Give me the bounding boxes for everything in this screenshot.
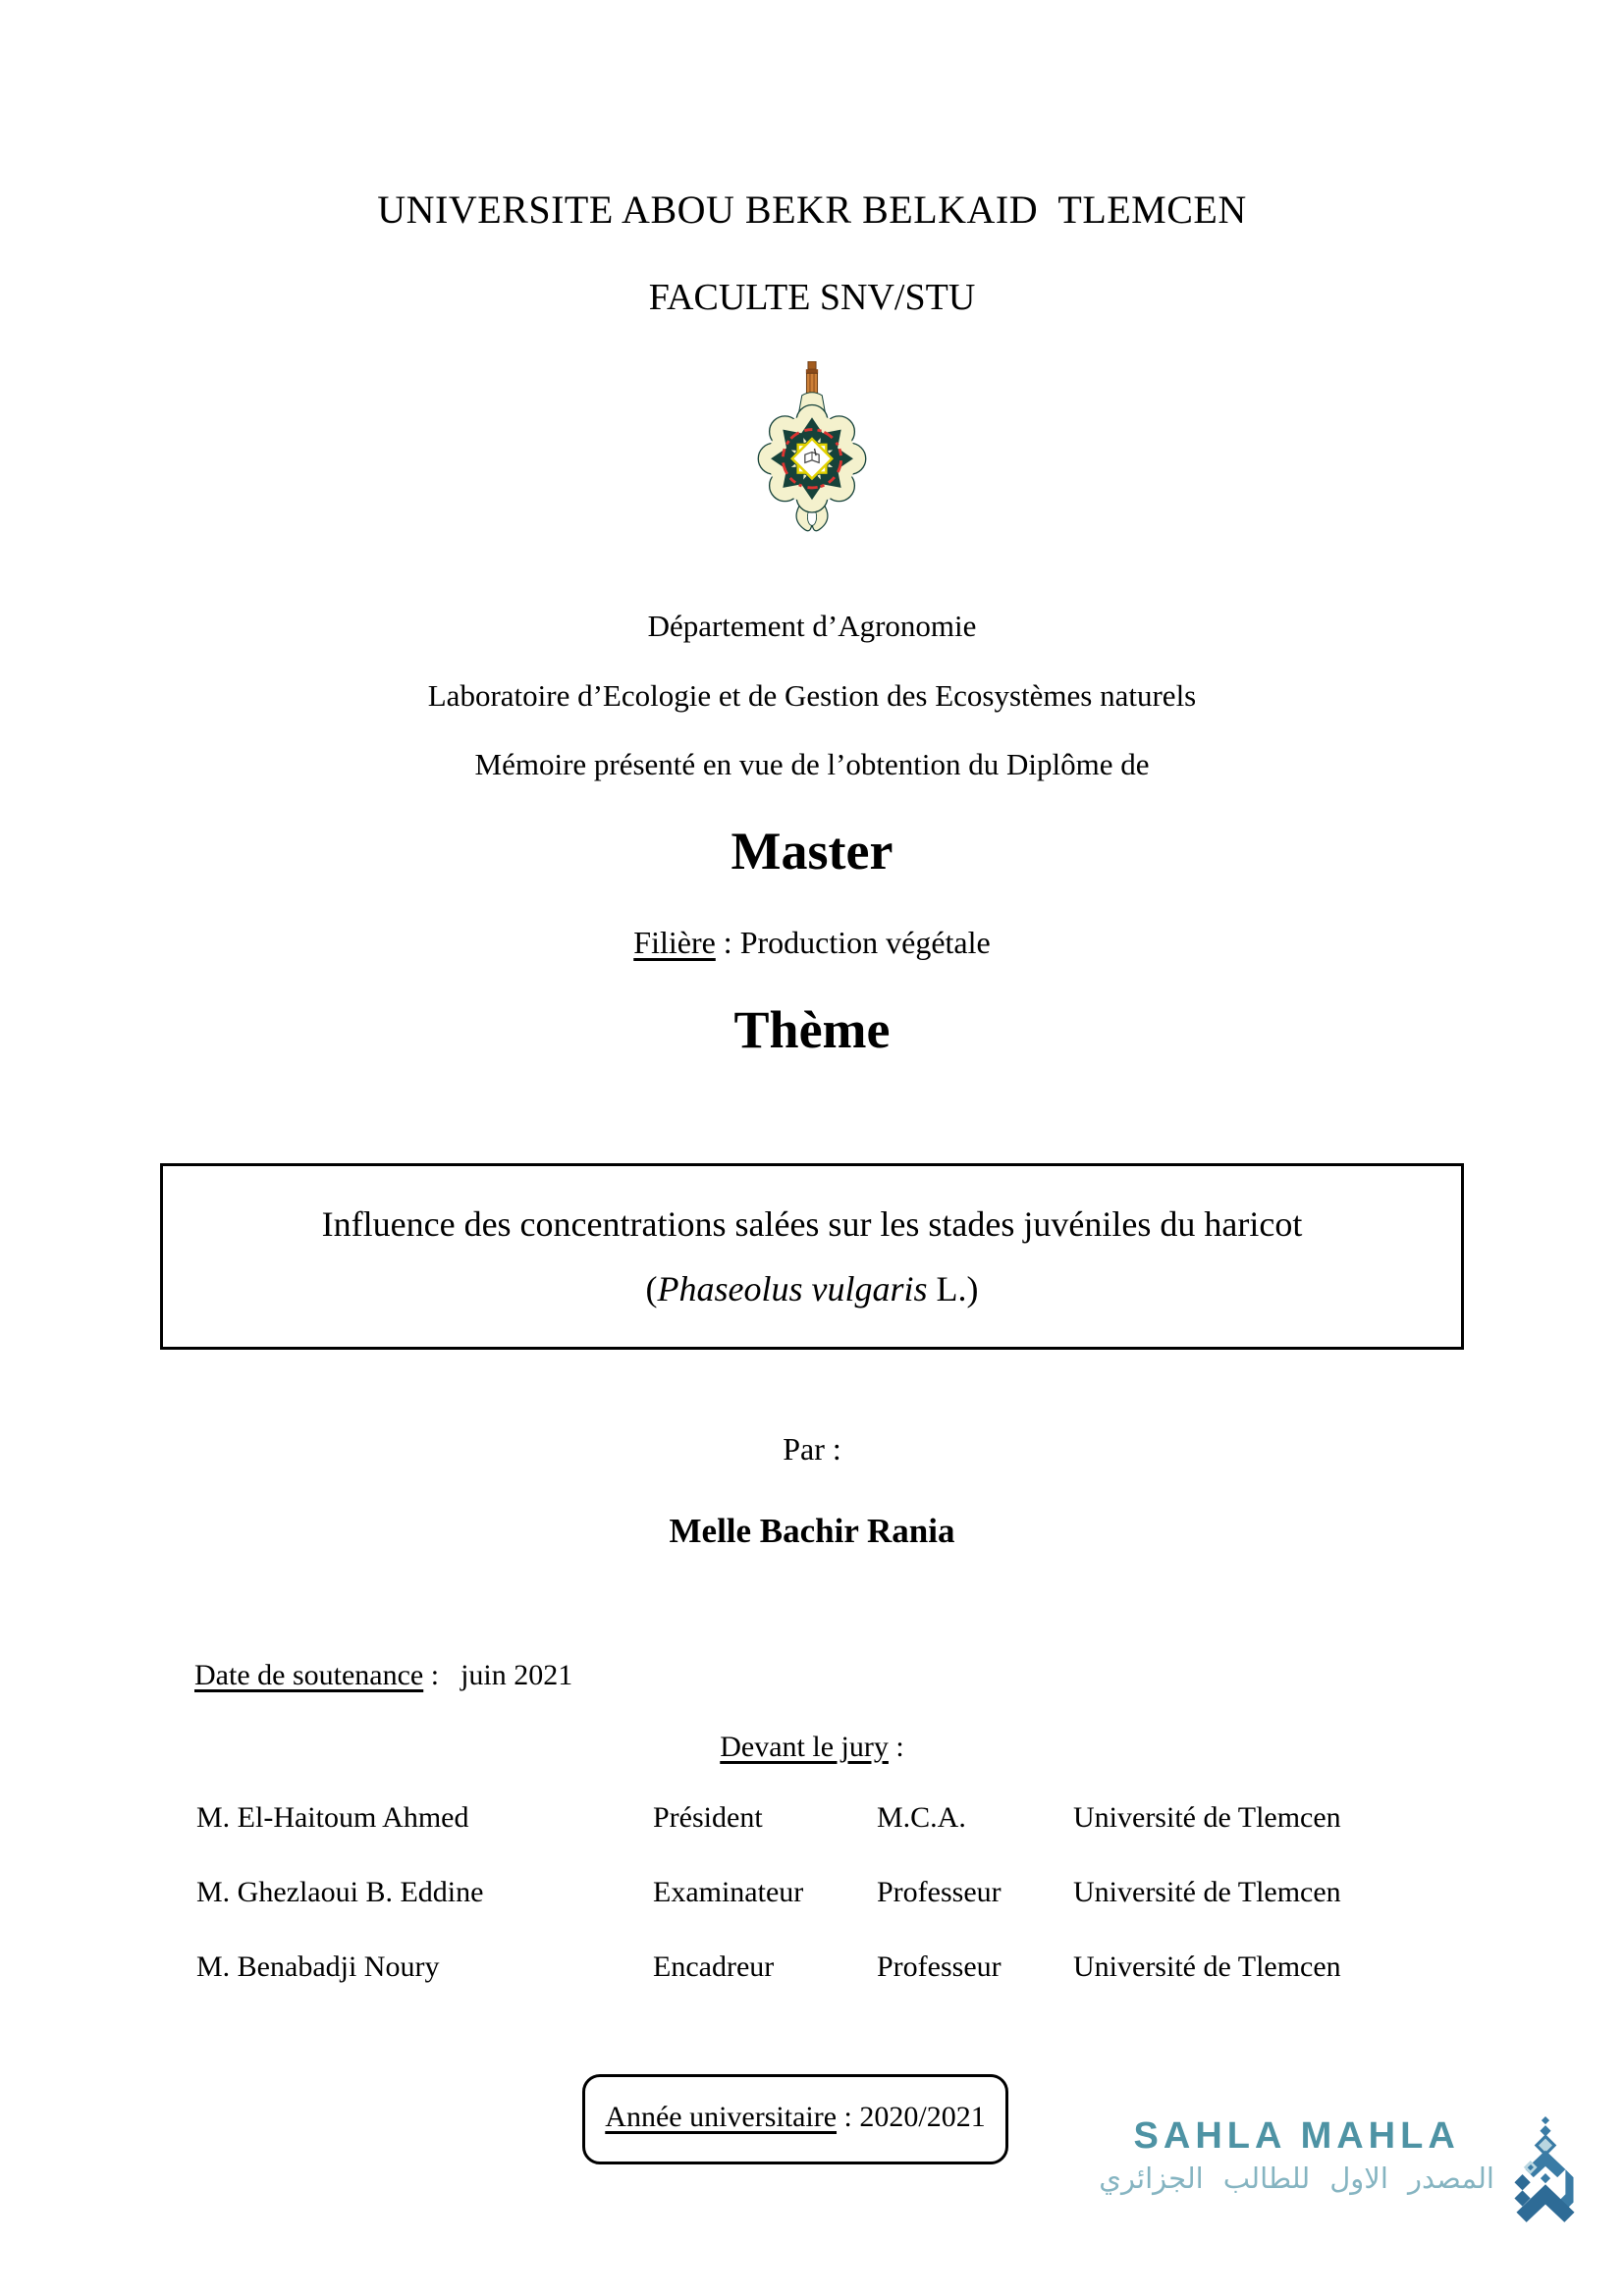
sahla-mahla-logo [1099, 2116, 1585, 2226]
thesis-title-line2 [178, 1256, 1446, 1321]
jury-member-name: M. El-Haitoum Ahmed [196, 1801, 469, 1834]
species-paren-close: L.) [927, 1269, 979, 1308]
sahla-mahla-text [1099, 2116, 1494, 2196]
jury-member-institution: Université de Tlemcen [1073, 1876, 1341, 1908]
defense-date-sep: : [423, 1659, 440, 1691]
university-name: UNIVERSITE ABOU BEKR BELKAID TLEMCEN [377, 187, 1247, 232]
faculty-name: FACULTE SNV/STU [648, 277, 976, 318]
jury-member-institution: Université de Tlemcen [1073, 1950, 1341, 1983]
theme-heading: Thème [733, 1000, 891, 1059]
jury-row [196, 1801, 1506, 1835]
par-label: Par : [783, 1431, 841, 1467]
jury-heading [0, 1731, 1624, 1764]
jury-member-grade: Professeur [877, 1876, 1001, 1908]
jury-member-institution: Université de Tlemcen [1073, 1801, 1341, 1834]
academic-year-label: Année universitaire [605, 2101, 838, 2133]
filiere-line [0, 925, 1624, 961]
sahla-mahla-mark-icon [1506, 2116, 1585, 2226]
memoire-line: Mémoire présenté en vue de l’obtention du Diplôme de [474, 747, 1150, 781]
academic-year-value: : 2020/2021 [837, 2101, 986, 2133]
jury-heading-label: Devant le jury [720, 1731, 889, 1763]
brand-name: SAHLA MAHLA [1133, 2115, 1460, 2157]
academic-year-box [582, 2074, 1008, 2164]
species-name: Phaseolus vulgaris [657, 1269, 928, 1308]
jury-table [196, 1801, 1506, 2025]
thesis-title-line1: Influence des concentrations salées sur les stades juvéniles du haricot [321, 1204, 1303, 1244]
jury-member-role: Encadreur [653, 1950, 775, 1983]
jury-member-name: M. Ghezlaoui B. Eddine [196, 1876, 484, 1908]
filiere-label: Filière [633, 925, 716, 960]
jury-member-role: Président [653, 1801, 763, 1834]
species-paren-open: ( [645, 1269, 658, 1308]
jury-member-name: M. Benabadji Noury [196, 1950, 440, 1983]
filiere-value: : Production végétale [715, 925, 991, 960]
jury-member-role: Examinateur [653, 1876, 804, 1908]
degree-title: Master [731, 822, 893, 881]
university-emblem-icon [751, 361, 873, 539]
jury-row [196, 1876, 1506, 1909]
defense-date-line [194, 1659, 572, 1692]
jury-member-grade: M.C.A. [877, 1801, 966, 1834]
author-name: Melle Bachir Rania [669, 1512, 955, 1550]
jury-heading-sep: : [888, 1731, 904, 1763]
jury-row [196, 1950, 1506, 1984]
defense-date-label: Date de soutenance [194, 1659, 424, 1691]
thesis-title-box [160, 1163, 1464, 1350]
defense-date-value: juin 2021 [460, 1659, 573, 1691]
brand-tagline-arabic: المصدر الاول للطالب الجزائري [1099, 2163, 1494, 2195]
laboratory-line: Laboratoire d’Ecologie et de Gestion des Ecosystèmes naturels [427, 678, 1197, 713]
jury-member-grade: Professeur [877, 1950, 1001, 1983]
department-line: Département d’Agronomie [647, 609, 977, 643]
